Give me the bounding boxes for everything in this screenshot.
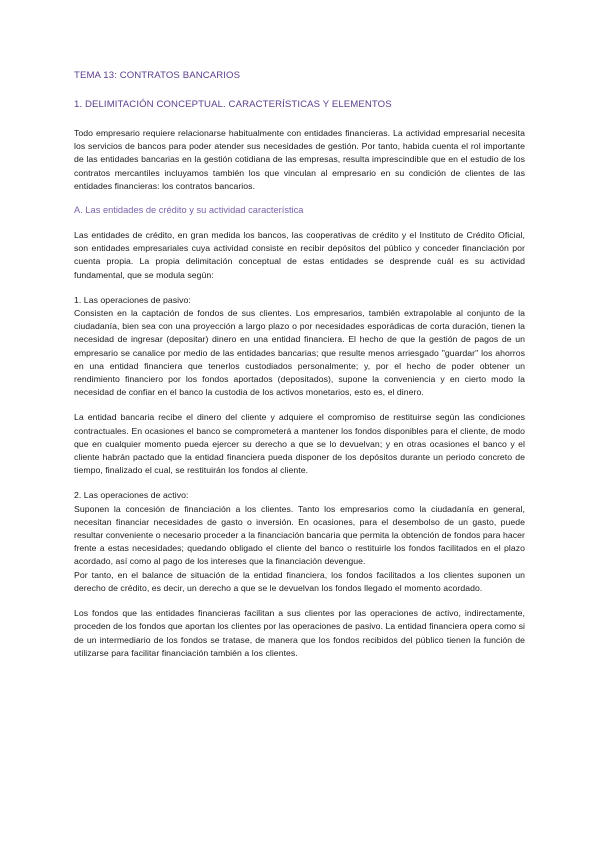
active-ops-paragraph-1: Suponen la concesión de financiación a los clientes. Tanto los empresarios como la ciudadanía en general, necesitan financiar necesidades de gasto o inversión. En ocasiones, para el desembolso de un gasto, puede resultar conveniente o necesario proceder a la financiación bancaria que permita la obtención de fondos para hacer frente a estas necesidades; quedando obligado el cliente del banco o restituirle los fondos facilitados en el plazo acordado, así como al pago de los intereses que la financiación devengue. [74, 503, 525, 567]
passive-ops-heading: 1. Las operaciones de pasivo: [74, 294, 191, 305]
passive-ops-paragraph-2: La entidad bancaria recibe el dinero del cliente y adquiere el compromiso de restituirse según las condiciones contractuales. En ocasiones el banco se comprometerá a mantener los fondos disponibles para el cliente, de modo que en cualquier momento pueda ejercer su derecho a que se lo devuelvan; y en otras ocasiones el banco y el cliente habrán pactado que la entidad financiera pueda disponer de los depósitos durante un periodo concreto de tiempo, finalizado el cual, se restituirán los fondos al cliente. [74, 412, 525, 476]
subsection-title: A. Las entidades de crédito y su actividad característica [74, 205, 304, 216]
active-ops-heading: 2. Las operaciones de activo: [74, 490, 189, 501]
topic-title: TEMA 13: CONTRATOS BANCARIOS [74, 70, 241, 81]
passive-ops-paragraph-1: Consisten en la captación de fondos de sus clientes. Los empresarios, también extrapolable al conjunto de la ciudadanía, bien sea con una proyección a largo plazo o por necesidades esporádicas de corta duración, tienen la necesidad de ingresar (depositar) dinero en una entidad financiera. El hecho de que la gestión de pagos de un empresario se canalice por medio de las entidades bancarias; que resulte menos arriesgado "guardar" los ahorros en una entidad financiera que tenerlos custodiados personalmente; y, por el hecho de poder obtener un rendimiento financiero por los fondos aportados (depositados), supone la conveniencia y en cierto modo la necesidad de confiar en el banco la custodia de los activos monetarios, esto es, el dinero. [74, 308, 525, 398]
active-ops-paragraph-2: Por tanto, en el balance de situación de la entidad financiera, los fondos facilitados a los clientes suponen un derecho de crédito, es decir, un derecho a que se le devuelvan los fondos llegado el momento acordado. [74, 569, 525, 593]
section-title: 1. DELIMITACIÓN CONCEPTUAL. CARACTERÍSTICAS Y ELEMENTOS [74, 99, 392, 110]
intro-paragraph: Todo empresario requiere relacionarse habitualmente con entidades financieras. La actividad empresarial necesita los servicios de bancos para poder atender sus necesidades de gestión. Por tanto, habida cuenta el rol importante de las entidades bancarias en la gestión cotidiana de las empresas, resulta imprescindible que en el estudio de los contratos mercantiles incluyamos también los que vinculan al empresario en su condición de clientes de las entidades financieras: los contratos bancarios. [74, 128, 525, 191]
entities-paragraph: Las entidades de crédito, en gran medida los bancos, las cooperativas de crédito y el Instituto de Crédito Oficial, son entidades empresariales cuya actividad consiste en recibir depósitos del público y conceder financiación por cuenta propia. La propia delimitación conceptual de estas entidades se desprende cuál es su actividad fundamental, que se modula según: [74, 230, 525, 280]
closing-paragraph: Los fondos que las entidades financieras facilitan a sus clientes por las operaciones de activo, indirectamente, proceden de los fondos que aportan los clientes por las operaciones de pasivo. La entidad financiera opera como si de un intermediario de los fondos se tratase, de manera que los fondos recibidos del público tienen la función de utilizarse para facilitar financiación también a los clientes. [74, 608, 525, 658]
